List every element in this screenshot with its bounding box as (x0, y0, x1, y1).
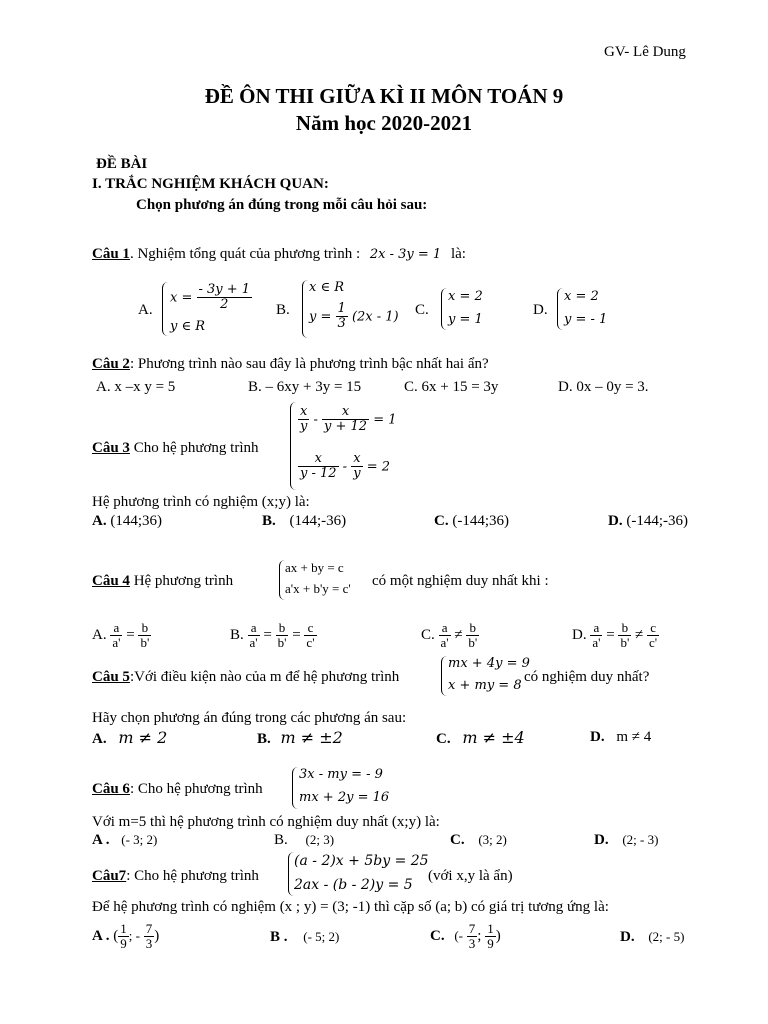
system-eq1: (a - 2)x + 5by = 25 (294, 853, 429, 869)
option-a-label: A. (138, 302, 153, 318)
question-1 (92, 246, 466, 263)
system-eq1: mx + 4y = 9 (448, 656, 530, 671)
question-text: . Nghiệm tổng quát của phương trình : (129, 246, 361, 262)
question-4 (92, 573, 233, 590)
option-c-label: C. (415, 302, 429, 318)
option-b: B. (144;-36) (262, 513, 347, 529)
option-d: D. 0x – 0y = 3. (558, 379, 649, 395)
question-5 (92, 669, 399, 686)
option-b-label: B. (276, 302, 290, 318)
instruction: Chọn phương án đúng trong mỗi câu hỏi sau: (136, 197, 428, 213)
option-d-line1: x = 2 (564, 289, 599, 304)
option-c: C. (-144;36) (434, 513, 509, 529)
option-b: B. m ≠ ±2 (257, 728, 343, 747)
brace (302, 280, 308, 338)
question-3 (92, 440, 259, 457)
option-d: D. (2; - 5) (620, 929, 685, 945)
option-c-line2: y = 1 (448, 312, 483, 327)
question-label: Câu 5 (92, 669, 130, 685)
option-c: C. m ≠ ±4 (436, 728, 525, 747)
question-tail: có một nghiệm duy nhất khi : (372, 573, 549, 589)
question-text: :Với điều kiện nào của m để hệ phương trình (129, 669, 400, 685)
option-b-line2: y = $\frac{1}{3}$ (2x - 1) (309, 301, 399, 332)
brace (162, 282, 168, 336)
question-text: Hệ phương trình (129, 573, 234, 589)
exam-title: ĐỀ ÔN THI GIỮA KÌ II MÔN TOÁN 9 (204, 84, 564, 108)
question-tail: (với x,y là ẩn) (428, 868, 513, 884)
system-eq2: $\frac{x}{y - 12}$ - $\frac{x}{y}$ = 2 (300, 451, 391, 482)
option-a: A. $\frac{a}{a'}$ = $\frac{b}{b'}$ (92, 620, 150, 651)
brace (290, 402, 297, 490)
option-a: A . (- 3; 2) (92, 832, 158, 848)
question-label: Câu 1 (92, 246, 130, 262)
option-b: B. $\frac{a}{a'}$ = $\frac{b}{b'}$ = $\frac{c}{c'}$ (230, 620, 315, 651)
question-text: : Phương trình nào sau đây là phương trình bậc nhất hai ẩn? (129, 356, 489, 372)
option-b-line1: x ∈ R (309, 280, 345, 295)
equation: 2x - 3y = 1 (369, 247, 442, 262)
question-6-prompt: Với m=5 thì hệ phương trình có nghiệm duy nhất (x;y) là: (92, 814, 440, 830)
option-d: D. (2; - 3) (594, 832, 659, 848)
option-c: C. 6x + 15 = 3y (404, 379, 499, 395)
option-a: A. x –x y = 5 (96, 379, 176, 395)
option-c: C. (- $\frac{7}{3}$ ; $\frac{1}{9}$ ) (430, 921, 501, 952)
option-b: B. (2; 3) (274, 832, 335, 848)
option-a: A . ( $\frac{1}{9}$ ; - $\frac{7}{3}$ ) (92, 921, 160, 952)
exam-subtitle: Năm học 2020-2021 (295, 111, 473, 135)
option-a: A. m ≠ 2 (92, 728, 168, 747)
option-a-line2: y ∈ R (170, 319, 206, 334)
option-d: D. m ≠ 4 (590, 729, 652, 745)
part-heading: I. TRẮC NGHIỆM KHÁCH QUAN: (92, 176, 329, 192)
question-text: : Cho hệ phương trình (129, 781, 263, 797)
option-b: B . (- 5; 2) (270, 929, 340, 945)
system-eq2: x + my = 8 (448, 678, 522, 693)
option-d: D. $\frac{a}{a'}$ = $\frac{b}{b'}$ ≠ $\frac{c}{c'}$ (572, 620, 658, 651)
brace (557, 288, 563, 330)
system-eq2: a'x + b'y = c' (285, 581, 351, 596)
question-3-prompt: Hệ phương trình có nghiệm (x;y) là: (92, 494, 310, 510)
option-d-line2: y = - 1 (564, 312, 608, 327)
question-label: Câu 2 (92, 356, 130, 372)
brace (441, 656, 447, 696)
question-7 (92, 868, 259, 885)
option-c-line1: x = 2 (448, 289, 483, 304)
question-text: Cho hệ phương trình (129, 440, 259, 456)
question-2 (92, 356, 489, 373)
question-label: Câu7 (92, 868, 127, 884)
option-d: D. (-144;-36) (608, 513, 688, 529)
question-5-prompt: Hãy chọn phương án đúng trong các phương án sau: (92, 710, 407, 726)
author-name: GV- Lê Dung (604, 44, 686, 60)
question-text: : Cho hệ phương trình (126, 868, 259, 884)
section-heading: ĐỀ BÀI (96, 156, 148, 172)
question-6 (92, 781, 263, 798)
brace (292, 767, 298, 809)
option-c: C. (3; 2) (450, 832, 507, 848)
option-a: A. (144;36) (92, 513, 163, 529)
question-label: Câu 6 (92, 781, 130, 797)
option-b: B. – 6xy + 3y = 15 (248, 379, 362, 395)
question-7-prompt: Để hệ phương trình có nghiệm (x ; y) = (3; -1) thì cặp số (a; b) có giá trị tương ứng là: (92, 899, 609, 915)
system-eq1: 3x - my = - 9 (299, 767, 383, 782)
system-eq2: mx + 2y = 16 (299, 790, 390, 805)
question-label: Câu 3 (92, 440, 130, 456)
option-d-label: D. (533, 302, 548, 318)
question-label: Câu 4 (92, 573, 130, 589)
system-eq1: $\frac{x}{y}$ - $\frac{x}{y + 12}$ = 1 (300, 404, 397, 435)
system-eq2: 2ax - (b - 2)y = 5 (294, 877, 413, 893)
question-tail: là: (450, 246, 466, 262)
brace (441, 288, 447, 330)
system-eq1: ax + by = c (285, 560, 344, 575)
option-c: C. $\frac{a}{a'}$ ≠ $\frac{b}{b'}$ (421, 620, 478, 651)
option-a-system: x = $\frac{- 3y + 1}{2}$ (170, 282, 251, 313)
question-tail: có nghiệm duy nhất? (524, 669, 650, 685)
